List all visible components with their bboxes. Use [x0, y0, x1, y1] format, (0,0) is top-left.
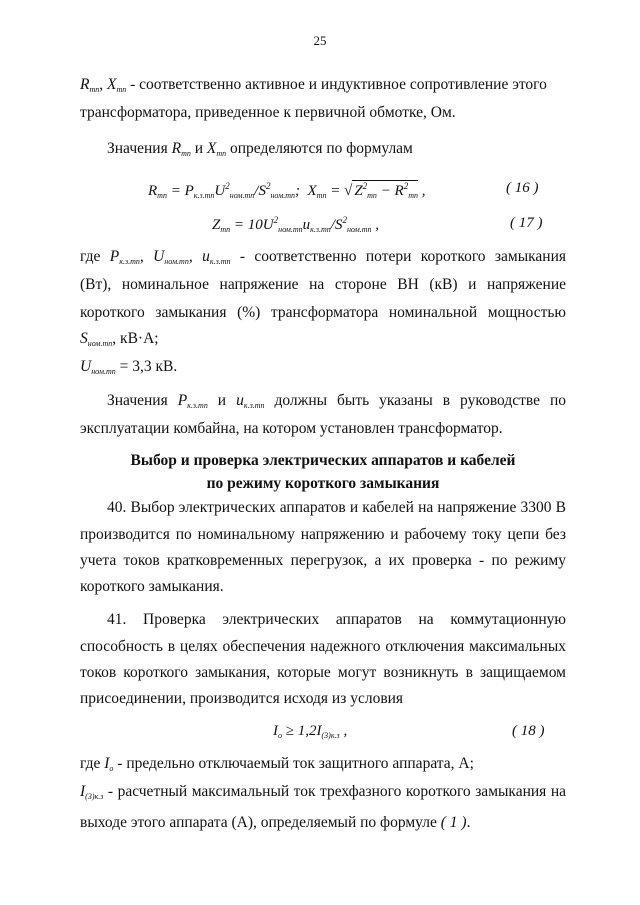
explanation-line-4: $S_{ном.тп}$, кВ·А; [80, 330, 159, 348]
explanation-line-1: где $P_{к.з.тп}$, $U_{ном.тп}$, $u_{к.з.тп}$ - соответственно потери короткого замыкания [80, 248, 567, 266]
definition-text: - соответственно активное и индуктивное сопротивление этого [130, 76, 547, 93]
explanation-line-2: (Вт), номинальное напряжение на стороне ВН (кВ) и напряжение [80, 276, 566, 293]
final-line-3: выходе этого аппарата (А), определяемый по формуле ( 1 ). [80, 814, 471, 831]
symbol-x-tp: $X_{тп}$ [107, 76, 127, 94]
values-line-2: эксплуатации комбайна, на котором установлен трансформатор. [80, 420, 503, 437]
definition-line-1: $R_{тп}$, $X_{тп}$ - соответственно активное и индуктивное сопротивление этого [80, 76, 547, 94]
page-number: 25 [313, 33, 327, 48]
final-line-2: $I_{(3)к.з}$ - расчетный максимальный ток трехфазного короткого замыкания на [80, 783, 566, 801]
paragraph-41-line-2: способность в целях обеспечения надежного отключения максимальных [80, 638, 566, 655]
final-line-1: где $I_о$ - предельно отключаемый ток защитного аппарата, А; [80, 755, 474, 773]
paragraph-40-line-3: учета токов кратковременных перегрузок, а их проверка - по режиму [80, 552, 566, 569]
section-heading-line-1: Выбор и проверка электрических аппаратов и кабелей [130, 452, 516, 469]
paragraph-41-line-3: токов короткого замыкания, которые могут возникнуть в защищаемом [80, 664, 566, 681]
explanation-line-5: $U_{ном.тп} = 3,3$ кВ. [80, 358, 178, 376]
paragraph-40-line-1: 40. Выбор электрических аппаратов и кабелей на напряжение 3300 В [107, 499, 566, 516]
equation-number-17: ( 17 ) [510, 215, 543, 231]
formula-intro-line: Значения $R_{тп}$ и $X_{тп}$ определяются по формулам [107, 140, 413, 158]
formula-reference: ( 1 ) [440, 814, 467, 831]
explanation-line-3: короткого замыкания (%) трансформатора номинальной мощностью [80, 304, 566, 321]
paragraph-41-line-1: 41. Проверка электрических аппаратов на коммутационную [107, 611, 566, 628]
paragraph-40-line-4: короткого замыкания. [80, 578, 224, 595]
definition-line-2: трансформатора, приведенное к первичной обмотке, Ом. [80, 104, 456, 121]
paragraph-40-line-2: производится по номинальному напряжению и рабочему току цепи без [80, 526, 566, 543]
equation-number-18: ( 18 ) [512, 723, 545, 739]
equation-number-16: ( 16 ) [506, 180, 539, 196]
values-line-1: Значения $P_{к.з.тп}$ и $u_{к.з.тп}$ должны быть указаны в руководстве по [107, 392, 567, 410]
paragraph-41-line-4: присоединении, производится исходя из условия [80, 690, 404, 707]
formula-16: $R_{тп} = P_{к.з.тп}U^2_{ном.тп}/S^2_{ном.тп}$; $X_{тп}$ = √ $Z^2_{тп} - R^2_{тп}$ , [148, 181, 426, 200]
formula-17: $Z_{тп} = 10U^2_{ном.тп}u_{к.з.тп}/S^2_{ном.тп}$ , [212, 215, 379, 234]
symbol-r-tp: $R_{тп}$ [80, 76, 100, 94]
formula-18: $I_о \ge 1,2I_{(3)к.з}$ , [273, 723, 348, 740]
section-heading-line-2: по режиму короткого замыкания [206, 475, 440, 492]
